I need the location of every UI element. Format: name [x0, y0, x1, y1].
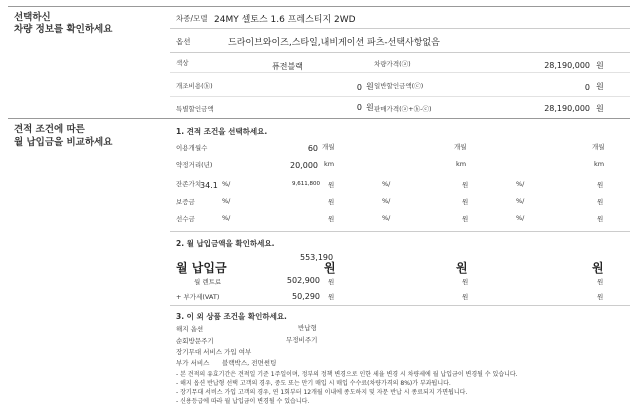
period-label: 이용개월수: [176, 144, 208, 152]
residual-amount: 9,611,800: [292, 181, 320, 187]
cond2-value: 무정비주기: [286, 336, 318, 344]
discount-unit: 원: [596, 82, 604, 91]
mod-label: 개조비용(ⓑ): [176, 82, 213, 90]
sale-value: 28,190,000: [544, 104, 590, 113]
deposit-pct-unit3: %/: [516, 197, 525, 205]
rent-unit3: 원: [597, 278, 604, 286]
monthly-value: 553,190: [300, 253, 334, 262]
distance-label: 약정거리(년): [176, 161, 213, 169]
section2-title-line2: 월 납입금을 비교하세요: [14, 137, 113, 148]
residual-unit3: 원: [597, 181, 604, 189]
monthly-label: 월 납입금: [176, 261, 227, 275]
note-3: - 장기무대 서비스 가입 고객의 경우, 연 1회부터 12개월 이내에 종도하지 및 자문 반납 시 종료되지 가면됩니다.: [176, 389, 468, 396]
distance-unit: km: [324, 160, 335, 168]
prepay-pct-unit3: %/: [516, 214, 525, 222]
cond4-value: 블랙박스, 전면썬팅: [222, 359, 277, 367]
deposit-label: 보증금: [176, 198, 195, 206]
rent-value: 502,900: [286, 276, 320, 285]
model-label: 차종/모델: [176, 14, 208, 23]
prepay-pct-unit2: %/: [382, 214, 391, 222]
rent-unit: 원: [328, 278, 335, 286]
color-label: 색상: [176, 59, 189, 67]
period-value: 60: [307, 144, 318, 153]
distance-unit3: km: [594, 160, 605, 168]
section2-title-line1: 견적 조건에 따른: [14, 124, 85, 135]
section1-title-line1: 선택하신: [14, 12, 51, 23]
top-border: [8, 6, 630, 7]
mod-unit: 원: [366, 82, 374, 91]
cond1-label: 해지 옵션: [176, 325, 204, 333]
price-label: 차량가격(ⓐ): [374, 60, 411, 68]
deposit-pct-unit: %/: [222, 197, 231, 205]
color-value: 퓨전블랙: [272, 62, 303, 71]
divider: [170, 305, 630, 306]
prepay-pct-unit: %/: [222, 214, 231, 222]
residual-pct: 34.1: [200, 181, 218, 190]
sale-unit: 원: [596, 104, 604, 113]
residual-pct-unit2: %/: [382, 180, 391, 188]
special-unit: 원: [366, 103, 374, 112]
model-value: 24MY 셀토스 1.6 프레스티지 2WD: [214, 15, 356, 25]
step3-title: 3. 이 외 상품 조건을 확인하세요.: [176, 312, 287, 321]
vat-unit3: 원: [597, 293, 604, 301]
option-label: 옵션: [176, 37, 191, 46]
monthly-unit: 원: [324, 261, 336, 275]
option-value: 드라이브와이즈,스타일,내비게이션 파츠-선택사항없음: [228, 38, 440, 48]
cond4-label: 부가 서비스: [176, 359, 210, 367]
prepay-unit: 원: [328, 215, 335, 223]
distance-unit2: km: [456, 160, 467, 168]
section-divider: [8, 118, 630, 119]
step1-title: 1. 견적 조건을 선택하세요.: [176, 127, 268, 136]
period-unit3: 개월: [592, 143, 605, 151]
cond1-value: 반납형: [298, 324, 317, 332]
discount-value: 0: [584, 83, 590, 92]
cond3-label: 장기무대 서비스 가입 여부: [176, 348, 252, 356]
residual-unit: 원: [328, 181, 335, 189]
note-1: - 본 견적의 유효기간은 견적일 기준 1주일이며, 정부의 정책 변경으로 인한 세율 변경 시 차량세에 월 납입금이 변경될 수 있습니다.: [176, 371, 518, 378]
mod-value: 0: [356, 83, 362, 92]
monthly-unit3: 원: [592, 261, 604, 275]
period-unit2: 개월: [454, 143, 467, 151]
note-4: - 신용등급에 따라 월 납입금이 변경될 수 있습니다.: [176, 398, 310, 405]
special-value: 0: [356, 103, 362, 112]
prepay-unit3: 원: [597, 215, 604, 223]
deposit-unit: 원: [328, 198, 335, 206]
section1-title-line2: 차량 정보를 확인하세요: [14, 24, 113, 35]
period-unit: 개월: [322, 143, 335, 151]
deposit-unit2: 원: [462, 198, 469, 206]
residual-pct-unit3: %/: [516, 180, 525, 188]
divider: [170, 28, 630, 29]
price-value: 28,190,000: [544, 61, 590, 70]
divider: [170, 72, 630, 73]
sale-label: 판매가격(ⓐ+ⓑ-ⓒ): [374, 105, 432, 113]
residual-label: 잔존가치: [176, 180, 202, 188]
residual-unit2: 원: [462, 181, 469, 189]
prepay-unit2: 원: [462, 215, 469, 223]
note-2: - 해지 옵션 반납형 선택 고객의 경우, 중도 또는 만기 매입 시 매입 수수료(차량가격의 8%)가 부과됩니다.: [176, 380, 451, 387]
vat-unit2: 원: [462, 293, 469, 301]
step2-title: 2. 월 납입금액을 확인하세요.: [176, 239, 275, 248]
deposit-unit3: 원: [597, 198, 604, 206]
divider: [170, 96, 630, 97]
special-label: 특별할인금액: [176, 105, 214, 113]
vat-unit: 원: [328, 293, 335, 301]
vat-value: 50,290: [292, 292, 320, 301]
residual-pct-unit: %/: [222, 180, 231, 188]
cond2-label: 순회방문주기: [176, 337, 214, 345]
vat-label: + 부가세(VAT): [176, 293, 220, 301]
rent-label: 월 렌트료: [194, 278, 222, 286]
prepay-label: 선수금: [176, 215, 195, 223]
discount-label: 일반할인금액(ⓒ): [374, 82, 424, 90]
rent-unit2: 원: [462, 278, 469, 286]
deposit-pct-unit2: %/: [382, 197, 391, 205]
divider: [170, 52, 630, 53]
distance-value: 20,000: [290, 161, 318, 170]
price-unit: 원: [596, 61, 604, 70]
monthly-unit2: 원: [456, 261, 468, 275]
divider: [170, 231, 630, 232]
